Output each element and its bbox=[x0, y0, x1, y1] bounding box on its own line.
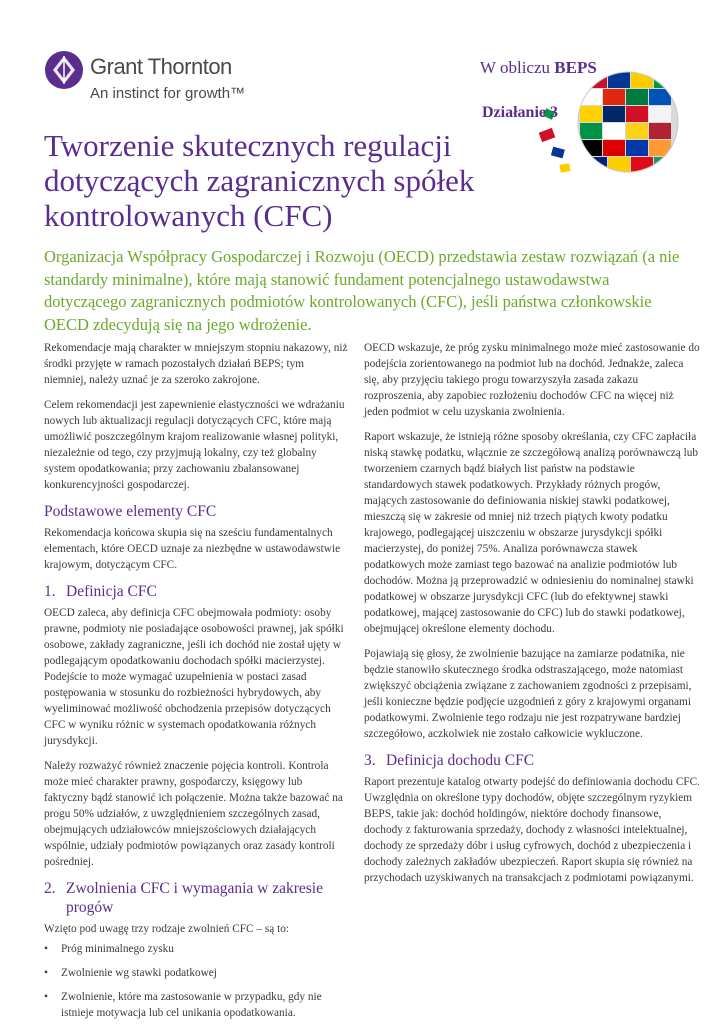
logo-mark-icon bbox=[44, 50, 84, 90]
brand-tagline: An instinct for growth™ bbox=[90, 85, 246, 102]
intro-paragraph-2: Celem rekomendacji jest zapewnienie elastyczności we wdrażaniu nowych lub aktualizacji regulacji dotyczących CFC, które mają umożliwić poszczególnym krajom realizowanie własnej polityki, niezależnie od tego, czy przyjmują lokalny, czy też globalny system opodatkowania; przy zachowaniu zbalansowanej konkurencyjności gospodarczej. bbox=[44, 399, 345, 491]
intro-paragraph-1: Rekomendacje mają charakter w mniejszym stopniu nakazowy, niż środki przyjęte w ramach pozostałych działań BEPS; tym niemniej, należy uznać je za szeroko zakrojone. bbox=[44, 342, 348, 386]
series-beps: BEPS bbox=[554, 58, 597, 77]
page-title: Tworzenie skutecznych regulacji dotyczących zagranicznych spółek kontrolowanych (CFC) bbox=[44, 128, 475, 233]
right-column bbox=[364, 340, 700, 895]
left-column bbox=[44, 340, 349, 1029]
flag-globe-icon bbox=[530, 60, 680, 190]
list-item: • Zwolnienie, które ma zastosowanie w przypadku, gdy nie istnieje motywacja lub cel unikania opodatkowania. bbox=[44, 989, 349, 1021]
section-1-heading bbox=[44, 582, 349, 601]
list-item: • Próg minimalnego zysku bbox=[44, 941, 349, 957]
right-paragraph-2: Raport wskazuje, że istnieją różne sposoby określania, czy CFC zapłaciła niską stawkę podatku, włącznie ze szczegółową analizą porównawczą lub tworzeniem czarnych bądź białych list państw na podstawie standardowych stawek podatkowych. Przykłady różnych progów, mających zastosowanie do definiowania niskiej stawki podatkowej, mieszczą się w zakresie od mniej niż trzech piątych kwoty podatku krajowego, podlegającej uiszczeniu w obszarze jurysdykcji spółki macierzystej, do poniżej 75%. Analiza porównawcza stawek podatkowych może zamiast tego bazować na analizie podmiotów lub dochodów. Można ją przeprowadzić w odniesieniu do nominalnej stawki podatkowej w obszarze jurysdykcji CFC (lub do efektywnej stawki podatkowej, mającej zastosowanie do CFC) lub do stawki podatkowej, obejmującej określone elementy dochodu. bbox=[364, 431, 699, 635]
list-item: • Zwolnienie wg stawki podatkowej bbox=[44, 965, 349, 981]
section-1-number: 1. bbox=[44, 583, 56, 600]
section-2-heading bbox=[44, 879, 349, 917]
section-2-intro: Wzięto pod uwagę trzy rodzaje zwolnień CFC – są to: bbox=[44, 923, 290, 935]
lead-paragraph: Organizacja Współpracy Gospodarczej i Rozwoju (OECD) przedstawia zestaw rozwiązań (a nie standardy minimalne), które mają stanowić fundament potencjalnego ustawodawstwa dotyczącego zagranicznych podmiotów kontrolowanych (CFC), jeśli państwa członkowskie OECD zdecydują się na jego wdrożenie. bbox=[44, 247, 680, 334]
section-3-title: Definicja dochodu CFC bbox=[386, 752, 535, 769]
section-2-title: Zwolnienia CFC i wymagania w zakresie progów bbox=[66, 880, 323, 916]
section-3-heading bbox=[364, 751, 700, 770]
basic-paragraph: Rekomendacja końcowa skupia się na sześciu fundamentalnych elementach, które OECD uznaje za niezbędne w ustawodawstwie krajowym, dotyczącym CFC. bbox=[44, 527, 341, 571]
series-prefix: W obliczu bbox=[480, 58, 551, 77]
section-basic-heading: Podstawowe elementy CFC bbox=[44, 503, 217, 520]
section-1-paragraph-1: OECD zaleca, aby definicja CFC obejmowała podmioty: osoby prawne, podmioty nie posiadające osobowości prawnej, jak spółki osobowe, zakłady zagraniczne, jeśli ich dochód nie został ujęty w podlegającym opodatkowaniu dochodach spółki macierzystej. Podejście to może wymagać uzupełnienia w postaci zasad postępowania w stosunku do rozbieżności hybrydowych, aby wyeliminować możliwość obchodzenia przepisów dotyczących CFC w wyniku różnic w systemach opodatkowania różnych jurysdykcji. bbox=[44, 607, 344, 747]
exemption-list bbox=[44, 941, 349, 1021]
section-3-number: 3. bbox=[364, 752, 376, 769]
right-paragraph-3: Pojawiają się głosy, że zwolnienie bazujące na zamiarze podatnika, nie będzie stanowiło skutecznego środka odstraszającego, może natomiast zwiększyć obciążenia związane z zachowaniem zgodności z przepisami, jeśli konieczne będzie podjęcie uzgodnień z góry z krajowymi organami podatkowymi. Zwolnienie tego rodzaju nie jest rozpatrywane bardziej szczegółowo, aczkolwiek nie zostało całkowicie wykluczone. bbox=[364, 648, 692, 740]
section-1-paragraph-2: Należy rozważyć również znaczenie pojęcia kontroli. Kontrola może mieć charakter prawny, gospodarczy, księgowy lub faktyczny bądź stanowić ich połączenie. Można także bazować na progu 50% udziałów, z uwzględnieniem szczególnych zasad, obejmujących udziałowców mniejszościowych działających wspólnie, udziały podmiotów powiązanych oraz zasady kontroli pośredniej. bbox=[44, 760, 343, 868]
section-1-title: Definicja CFC bbox=[66, 583, 157, 600]
section-2-number: 2. bbox=[44, 880, 56, 897]
section-3-paragraph-1: Raport prezentuje katalog otwarty podejść do definiowania dochodu CFC. Uwzględnia on określone typy dochodów, objęte szczególnym ryzykiem BEPS, takie jak: dochód holdingów, niektóre dochody finansowe, dochody z fakturowania sprzedaży, dochody z własności intelektualnej, dochody ze sprzedaży dóbr i usług cyfrowych, dochód z ubezpieczenia i dochody zależnych zakładów ubezpieczeń. Raport skupia się również na przychodach uzyskiwanych na transakcjach z podmiotami powiązanymi. bbox=[364, 776, 700, 884]
right-paragraph-1: OECD wskazuje, że próg zysku minimalnego może mieć zastosowanie do podejścia zorientowanego na podmiot lub na dochód. Jednakże, zaleca się, aby przyjęciu takiego progu towarzyszyła zasada zakazu rozproszenia, aby zapobiec rozłożeniu dochodów CFC na więcej niż jeden podmiot w celu uzyskania zwolnienia. bbox=[364, 342, 700, 418]
action-label: Działanie 3 bbox=[482, 104, 558, 121]
brand-name: Grant Thornton bbox=[90, 54, 232, 79]
